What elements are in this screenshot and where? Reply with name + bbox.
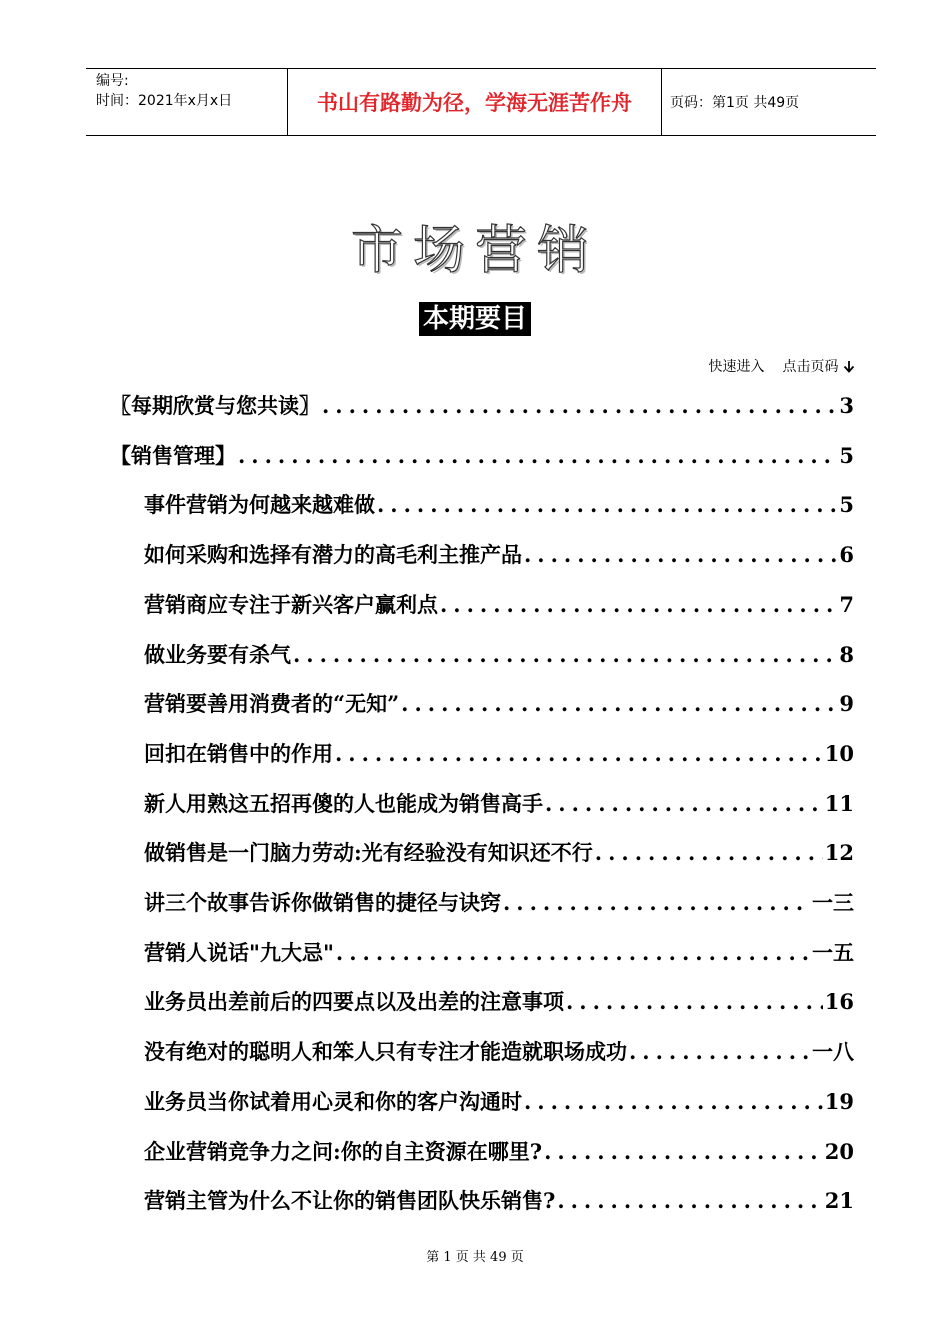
time-label: 时间：2021年x月x日 — [96, 93, 233, 109]
toc-dot-leader — [377, 492, 837, 517]
toc-entry-page[interactable]: 6 — [839, 542, 854, 568]
toc-entry-page[interactable]: 19 — [824, 1088, 854, 1114]
arrow-down-icon — [843, 359, 855, 375]
toc-entry[interactable] — [144, 1185, 854, 1215]
toc-entry-title: 回扣在销售中的作用 — [144, 740, 333, 766]
toc-entry-page[interactable]: 3 — [839, 393, 854, 418]
toc-entry-title: 营销要善用消费者的“无知” — [144, 691, 400, 717]
toc-entry[interactable] — [144, 1136, 854, 1166]
toc-dot-leader — [440, 592, 837, 617]
toc-dot-leader — [524, 1089, 823, 1114]
toc-entry[interactable] — [144, 738, 854, 768]
number-label: 编号: — [96, 73, 129, 89]
toc-entry[interactable] — [144, 986, 854, 1016]
toc-dot-leader — [238, 443, 837, 468]
toc-entry-title: 事件营销为何越来越难做 — [144, 492, 375, 518]
header-meta — [86, 69, 288, 135]
toc-entry[interactable] — [144, 489, 854, 519]
toc-dot-leader — [545, 791, 823, 816]
toc-dot-leader — [503, 890, 810, 915]
toc-entry[interactable] — [144, 1036, 854, 1066]
toc-entry-page[interactable]: 10 — [824, 740, 854, 766]
toc-entry-title: 【销售管理】 — [110, 442, 236, 468]
toc-entry-page[interactable]: 21 — [824, 1188, 854, 1214]
toc-entry-page[interactable]: 16 — [824, 989, 854, 1015]
issue-banner-label: 本期要目 — [419, 302, 531, 336]
toc-entry-title: 业务员出差前后的四要点以及出差的注意事项 — [144, 989, 564, 1015]
toc-entry[interactable] — [144, 539, 854, 569]
toc-entry-title: 没有绝对的聪明人和笨人只有专注才能造就职场成功 — [144, 1039, 627, 1065]
header-motto: 书山有路勤为径，学海无涯苦作舟 — [288, 69, 662, 135]
toc-dot-leader — [401, 691, 837, 716]
toc-entry-page[interactable]: 一三 — [812, 890, 854, 915]
toc-dot-leader — [629, 1039, 810, 1064]
header-page-info: 页码：第1页 共49页 — [670, 95, 800, 111]
toc-entry-title: 如何采购和选择有潜力的高毛利主推产品 — [144, 542, 522, 568]
toc-entry[interactable] — [144, 639, 854, 669]
toc-entry-title: 做销售是一门脑力劳动:光有经验没有知识还不行 — [144, 840, 593, 866]
toc-entry-page[interactable]: 一八 — [812, 1039, 854, 1065]
toc-entry[interactable] — [144, 837, 854, 867]
toc-entry-page[interactable]: 5 — [839, 492, 854, 518]
toc-entry-title: 企业营销竞争力之问:你的自主资源在哪里? — [144, 1138, 543, 1164]
toc-entry-page[interactable]: 11 — [824, 790, 854, 816]
toc-entry[interactable] — [110, 440, 854, 470]
quick-access-left: 快速进入 — [708, 359, 765, 375]
toc-entry-page[interactable]: 8 — [839, 641, 854, 667]
toc-dot-leader — [595, 840, 823, 865]
toc-entry[interactable] — [144, 1086, 854, 1116]
toc-entry[interactable] — [144, 887, 854, 917]
toc-entry-title: 营销主管为什么不让你的销售团队快乐销售? — [144, 1188, 556, 1214]
toc-dot-leader — [335, 741, 823, 766]
toc-entry-title: 营销商应专注于新兴客户赢利点 — [144, 591, 438, 617]
quick-access — [709, 356, 855, 376]
toc-entry-page[interactable]: 12 — [824, 840, 854, 866]
document-title: 市场营销 — [350, 221, 599, 281]
toc-entry[interactable] — [110, 390, 854, 420]
toc-entry-title: 做业务要有杀气 — [144, 641, 291, 667]
toc-entry-title: 讲三个故事告诉你做销售的捷径与诀窍 — [144, 890, 501, 915]
toc-entry[interactable] — [144, 788, 854, 818]
quick-access-right: 点击页码 — [782, 359, 839, 375]
toc-entry-page[interactable]: 20 — [824, 1138, 854, 1164]
toc-entry[interactable] — [144, 688, 854, 718]
toc-dot-leader — [336, 940, 810, 965]
toc-dot-leader — [557, 1188, 822, 1213]
toc-entry-page[interactable]: 7 — [839, 591, 854, 617]
toc-entry[interactable] — [144, 589, 854, 619]
toc-entry-title: 业务员当你试着用心灵和你的客户沟通时 — [144, 1088, 522, 1114]
toc-entry[interactable] — [144, 937, 854, 967]
toc-entry-title: 新人用熟这五招再傻的人也能成为销售高手 — [144, 790, 543, 816]
page-header — [86, 68, 876, 136]
toc-entry-page[interactable]: 5 — [839, 442, 854, 468]
page-footer: 第 1 页 共 49 页 — [426, 1250, 524, 1265]
toc-entry-title: 营销人说话"九大忌" — [144, 939, 334, 965]
toc-dot-leader — [293, 642, 837, 667]
toc-dot-leader — [322, 393, 837, 418]
issue-banner — [0, 302, 950, 336]
toc-entry-title: 〖每期欣赏与您共读〗 — [110, 393, 320, 418]
toc-entry-page[interactable]: 一五 — [812, 939, 854, 965]
toc-dot-leader — [524, 542, 837, 567]
toc-entry-page[interactable]: 9 — [839, 691, 854, 717]
toc-dot-leader — [566, 989, 823, 1014]
toc-dot-leader — [544, 1139, 823, 1164]
